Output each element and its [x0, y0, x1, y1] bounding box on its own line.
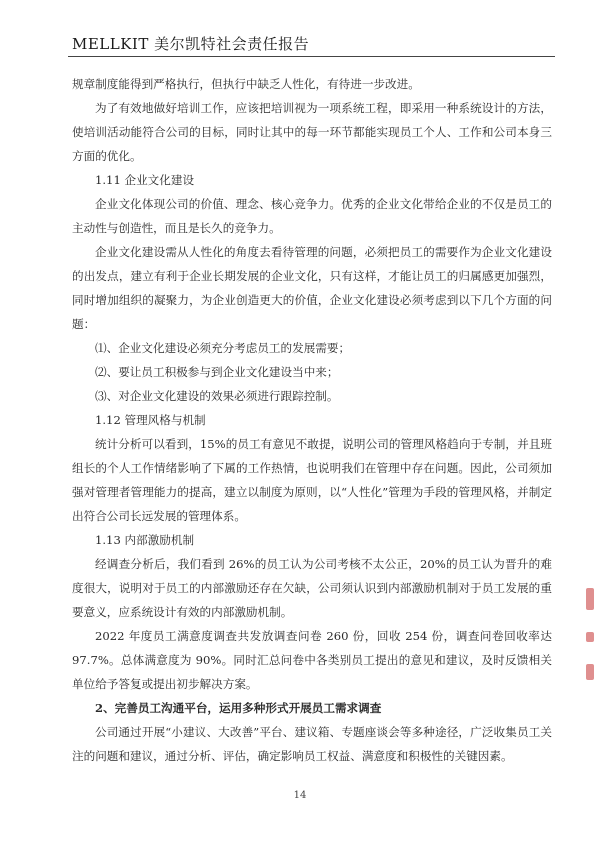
page-number: 14 [293, 790, 307, 801]
section-heading: 1.13 内部激励机制 [95, 533, 195, 547]
paragraph: 公司通过开展“小建议、大改善”平台、建议箱、专题座谈会等多种途径，广泛收集员工关注的问题和建议，通过分析、评估，确定影响员工权益、满意度和积极性的关键因素。 [72, 725, 552, 763]
paragraph: 2022 年度员工满意度调查共发放调查问卷 260 份，回收 254 份，调查问卷回收率达 97.7%。总体满意度为 90%。同时汇总问卷中各类别员工提出的意见和建议，及时反馈相关单位给予答复或提出初步解决方案。 [72, 629, 552, 691]
section-heading-bold: 2、完善员工沟通平台，运用多种形式开展员工需求调查 [95, 701, 382, 715]
document-body [72, 72, 552, 768]
list-item: ⑵、要让员工积极参与到企业文化建设当中来； [95, 365, 339, 379]
section-heading: 1.11 企业文化建设 [95, 173, 195, 187]
report-header-title: MELLKIT 美尔凯特社会责任报告 [72, 35, 310, 53]
paragraph: 经调查分析后，我们看到 26%的员工认为公司考核不太公正，20%的员工认为晋升的难度很大，说明对于员工的内部激励还存在欠缺，公司须认识到内部激励机制对于员工发展的重要意义，应系统设计有效的内部激励机制。 [72, 557, 552, 619]
paragraph: 企业文化建设需从人性化的角度去看待管理的问题，必须把员工的需要作为企业文化建设的出发点，建立有利于企业长期发展的企业文化，只有这样，才能让员工的归属感更加强烈，同时增加组织的凝聚力，为企业创造更大的价值，企业文化建设必须考虑到以下几个方面的问题： [72, 245, 552, 331]
paragraph: 规章制度能得到严格执行，但执行中缺乏人性化，有待进一步改进。 [72, 77, 420, 91]
list-item: ⑶、对企业文化建设的效果必须进行跟踪控制。 [95, 389, 339, 403]
paragraph: 企业文化体现公司的价值、理念、核心竞争力。优秀的企业文化带给企业的不仅是员工的主动性与创造性，而且是长久的竞争力。 [72, 197, 552, 235]
paragraph: 统计分析可以看到，15%的员工有意见不敢提，说明公司的管理风格趋向于专制，并且班组长的个人工作情绪影响了下属的工作热情，也说明我们在管理中存在问题。因此，公司须加强对管理者管理能力的提高，建立以制度为原则，以“人性化”管理为手段的管理风格，并制定出符合公司长远发展的管理体系。 [72, 437, 552, 523]
list-item: ⑴、企业文化建设必须充分考虑员工的发展需要； [95, 341, 351, 355]
seal-edge-mark [586, 588, 594, 610]
seal-edge-mark [586, 632, 594, 642]
header-divider [68, 56, 555, 57]
seal-edge-mark [586, 664, 594, 680]
paragraph: 为了有效地做好培训工作，应该把培训视为一项系统工程，即采用一种系统设计的方法，使培训活动能符合公司的目标，同时让其中的每一环节都能实现员工个人、工作和公司本身三方面的优化。 [72, 101, 552, 163]
section-heading: 1.12 管理风格与机制 [95, 413, 206, 427]
